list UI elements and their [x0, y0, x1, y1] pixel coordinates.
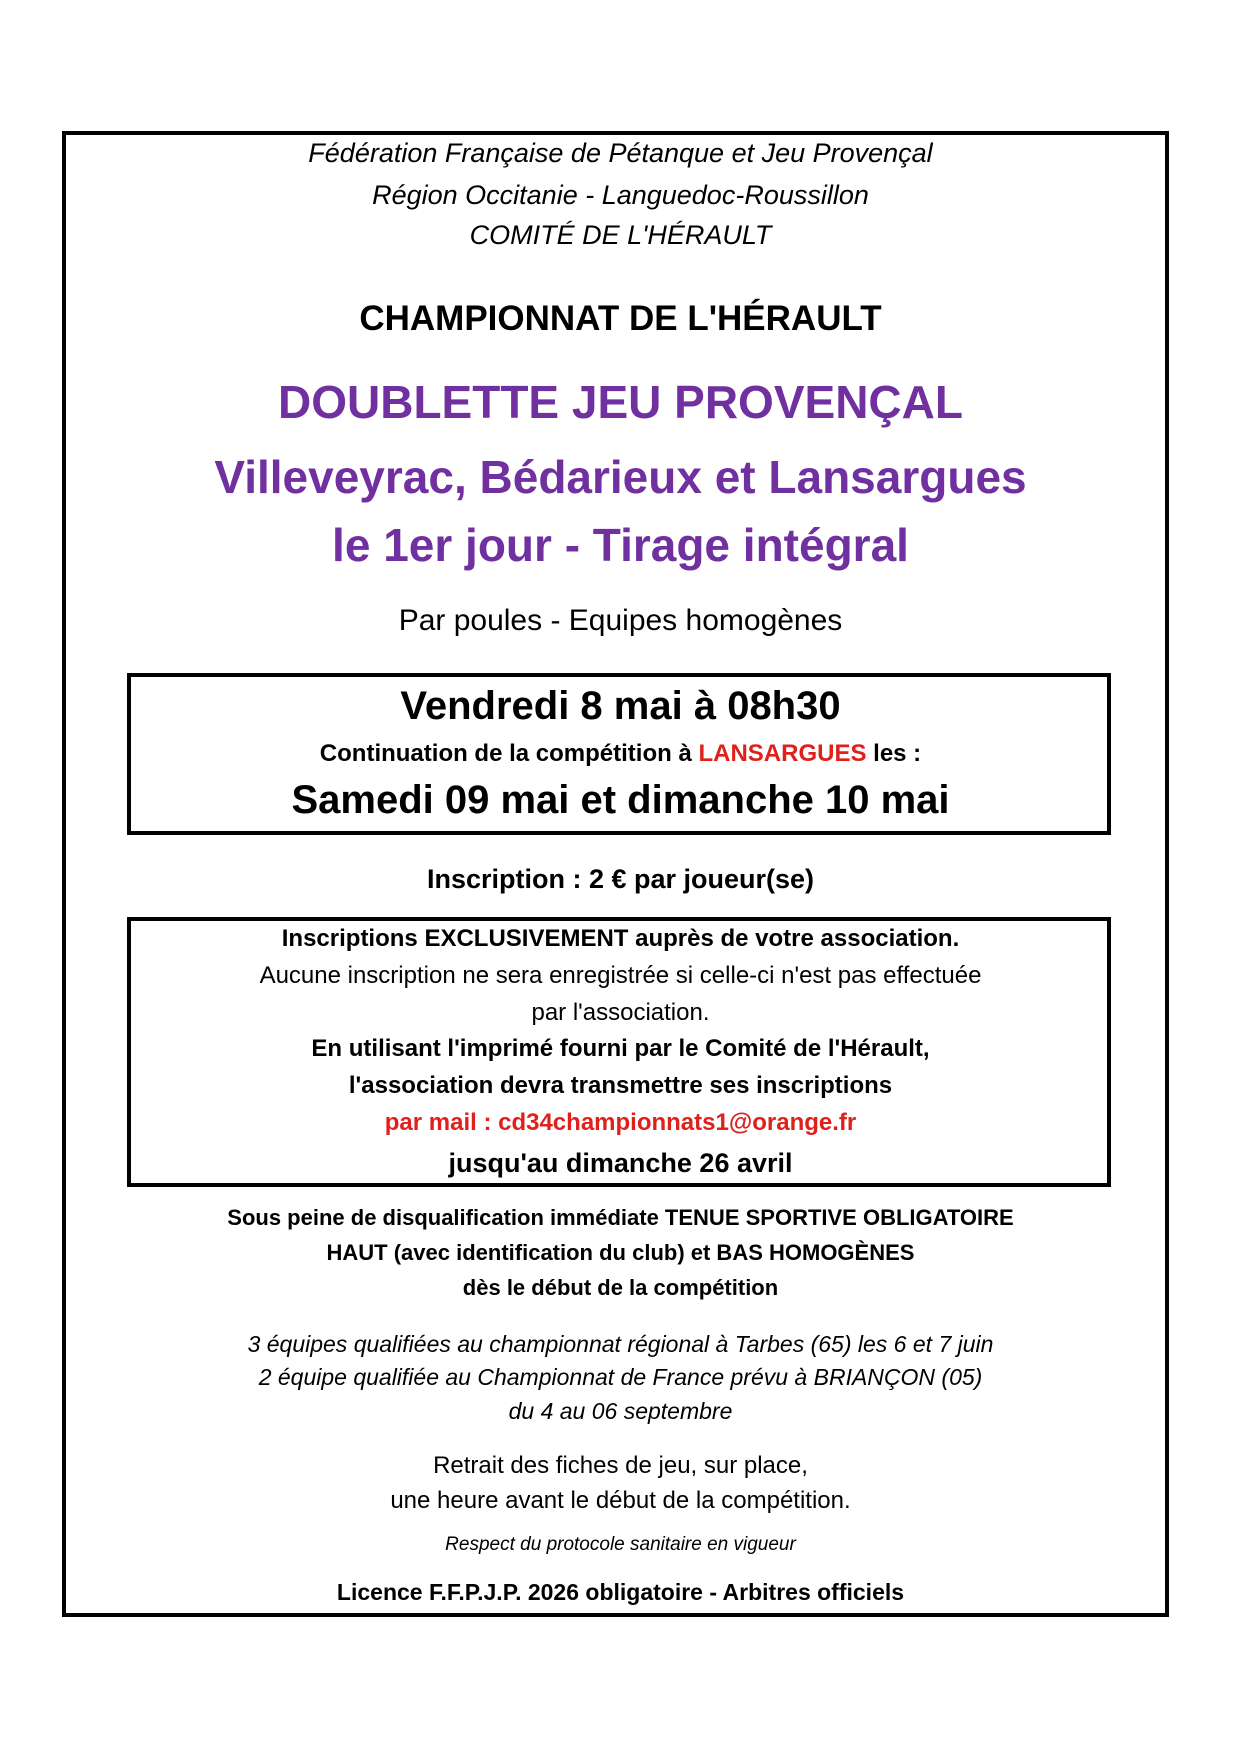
sheets-line-2: une heure avant le début de la compétition. — [390, 1487, 851, 1514]
registration-email[interactable]: par mail : cd34championnats1@orange.fr — [384, 1109, 857, 1136]
continuation-text — [0, 742, 1241, 766]
registration-fee: Inscription : 2 € par joueur(se) — [426, 864, 815, 894]
federation-name: Fédération Française de Pétanque et Jeu Provençal — [308, 138, 933, 168]
dress-code-line-3: dès le début de la compétition — [462, 1275, 779, 1300]
event-draw: le 1er jour - Tirage intégral — [332, 519, 909, 571]
continuation-days: Samedi 09 mai et dimanche 10 mai — [291, 778, 950, 822]
continuation-prefix: Continuation de la compétition à — [319, 740, 699, 767]
sanitary-notice: Respect du protocole sanitaire en vigueur — [445, 1534, 796, 1555]
qualification-line-3: du 4 au 06 septembre — [508, 1398, 733, 1424]
committee-name: COMITÉ DE L'HÉRAULT — [469, 220, 772, 250]
event-format: Par poules - Equipes homogènes — [398, 604, 843, 637]
registration-deadline: jusqu'au dimanche 26 avril — [448, 1148, 793, 1178]
region-name: Région Occitanie - Languedoc-Roussillon — [372, 180, 869, 210]
event-locations: Villeveyrac, Bédarieux et Lansargues — [214, 451, 1027, 503]
qualification-line-1: 3 équipes qualifiées au championnat régional à Tarbes (65) les 6 et 7 juin — [247, 1331, 994, 1357]
dress-code-line-2: HAUT (avec identification du club) et BAS HOMOGÈNES — [326, 1240, 915, 1265]
registration-line-4: En utilisant l'imprimé fourni par le Comité de l'Hérault, — [311, 1035, 930, 1062]
registration-line-1: Inscriptions EXCLUSIVEMENT auprès de votre association. — [281, 925, 960, 952]
sheets-line-1: Retrait des fiches de jeu, sur place, — [433, 1452, 808, 1479]
registration-line-3: par l'association. — [531, 999, 710, 1026]
dress-code-line-1: Sous peine de disqualification immédiate TENUE SPORTIVE OBLIGATOIRE — [227, 1205, 1014, 1230]
championship-title: CHAMPIONNAT DE L'HÉRAULT — [359, 299, 882, 338]
license-footer: Licence F.F.P.J.P. 2026 obligatoire - Arbitres officiels — [336, 1579, 905, 1605]
registration-line-2: Aucune inscription ne sera enregistrée si celle-ci n'est pas effectuée — [259, 962, 982, 989]
registration-line-5: l'association devra transmettre ses inscriptions — [348, 1072, 893, 1099]
continuation-place: LANSARGUES — [698, 740, 867, 767]
continuation-suffix: les : — [866, 740, 922, 767]
qualification-line-2: 2 équipe qualifiée au Championnat de France prévu à BRIANÇON (05) — [258, 1364, 983, 1390]
start-date: Vendredi 8 mai à 08h30 — [400, 684, 841, 728]
event-title: DOUBLETTE JEU PROVENÇAL — [278, 376, 963, 428]
